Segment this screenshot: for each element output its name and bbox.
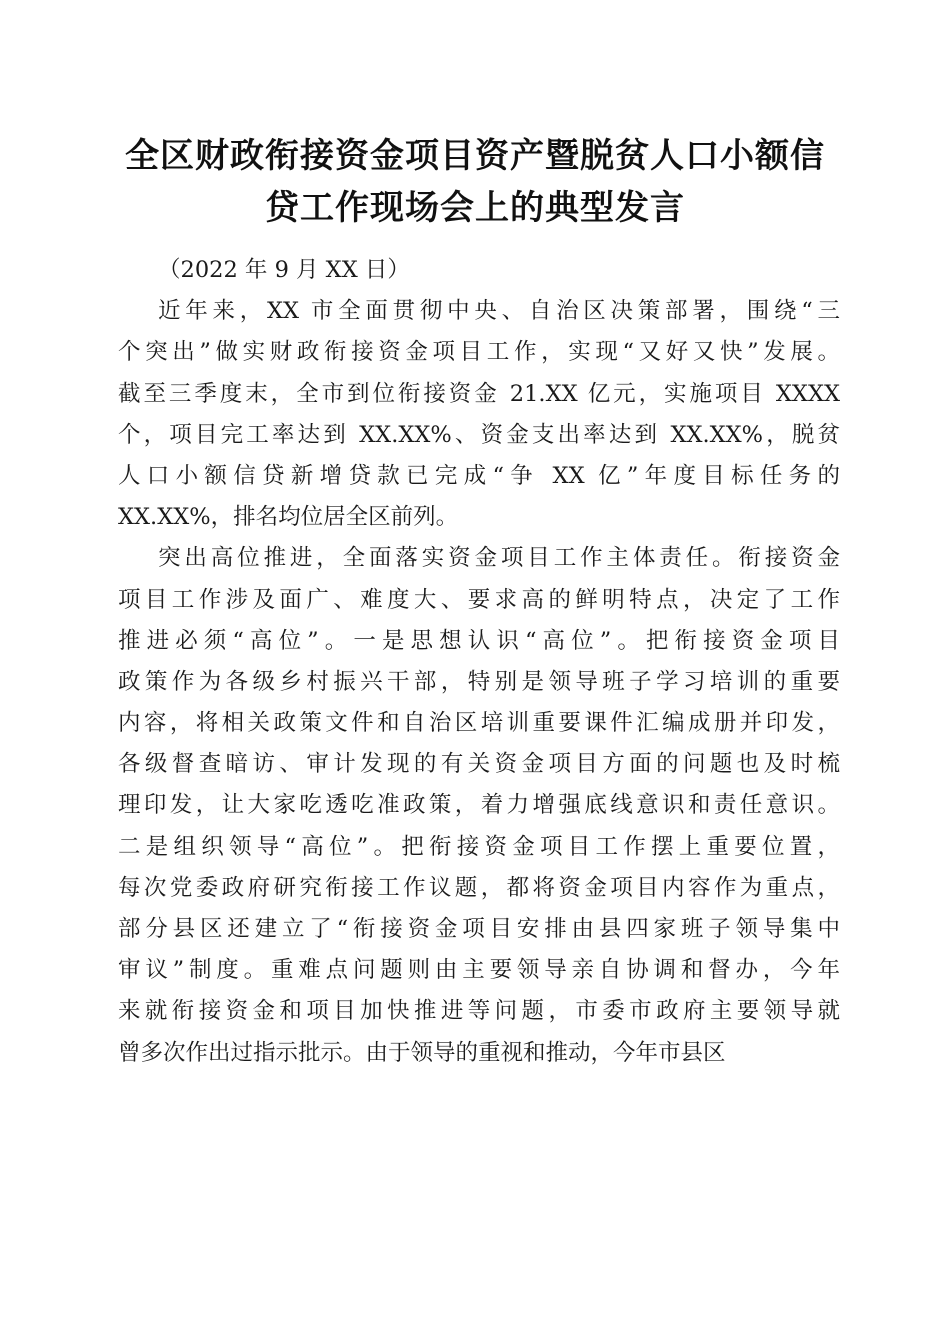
paragraph-2-line-10: 部分县区还建立了“衔接资金项目安排由县四家班子领导集中 [118, 916, 840, 942]
paragraph-1-line-2: 个突出”做实财政衔接资金项目工作，实现“又好又快”发展。 [118, 339, 840, 366]
paragraph-2-line-13: 曾多次作出过指示批示。由于领导的重视和推动，今年市县区 [118, 1039, 726, 1066]
paragraph-1-line-3: 截至三季度末，全市到位衔接资金 21.XX 亿元，实施项目 XXXX [118, 380, 840, 407]
document-date: （2022 年 9 月 XX 日） [158, 257, 410, 283]
paragraph-2-line-9: 每次党委政府研究衔接工作议题，都将资金项目内容作为重点， [118, 874, 840, 901]
paragraph-1-line-1: 近年来，XX 市全面贯彻中央、自治区决策部署，围绕“三 [158, 298, 840, 325]
paragraph-2-line-2: 项目工作涉及面广、难度大、要求高的鲜明特点，决定了工作 [118, 586, 840, 613]
paragraph-2-line-11: 审议”制度。重难点问题则由主要领导亲自协调和督办，今年 [118, 957, 840, 984]
paragraph-2-line-4: 政策作为各级乡村振兴干部，特别是领导班子学习培训的重要 [118, 668, 840, 695]
paragraph-2-line-6: 各级督查暗访、审计发现的有关资金项目方面的问题也及时梳 [118, 751, 840, 778]
paragraph-2-line-5: 内容，将相关政策文件和自治区培训重要课件汇编成册并印发， [118, 710, 840, 737]
paragraph-2-line-12: 来就衔接资金和项目加快推进等问题，市委市政府主要领导就 [118, 998, 840, 1025]
paragraph-2-line-1: 突出高位推进，全面落实资金项目工作主体责任。衔接资金 [158, 545, 840, 572]
paragraph-2 [118, 538, 840, 1073]
paragraph-1-line-4: 个，项目完工率达到 XX.XX%、资金支出率达到 XX.XX%，脱贫 [118, 421, 840, 448]
paragraph-2-line-3: 推进必须“高位”。一是思想认识“高位”。把衔接资金项目 [118, 627, 840, 654]
title-line-1: 全区财政衔接资金项目资产暨脱贫人口小额信 [125, 136, 825, 176]
paragraph-2-line-7: 理印发，让大家吃透吃准政策，着力增强底线意识和责任意识。 [118, 792, 840, 819]
paragraph-2-line-8: 二是组织领导“高位”。把衔接资金项目工作摆上重要位置， [118, 833, 840, 860]
document-body [118, 250, 840, 1074]
paragraph-1 [118, 291, 840, 538]
paragraph-1-line-5: 人口小额信贷新增贷款已完成“争 XX 亿”年度目标任务的 [118, 462, 840, 489]
paragraph-1-line-6: XX.XX%，排名均位居全区前列。 [118, 504, 459, 531]
document-title [100, 130, 850, 234]
title-line-2: 贷工作现场会上的典型发言 [265, 188, 685, 228]
